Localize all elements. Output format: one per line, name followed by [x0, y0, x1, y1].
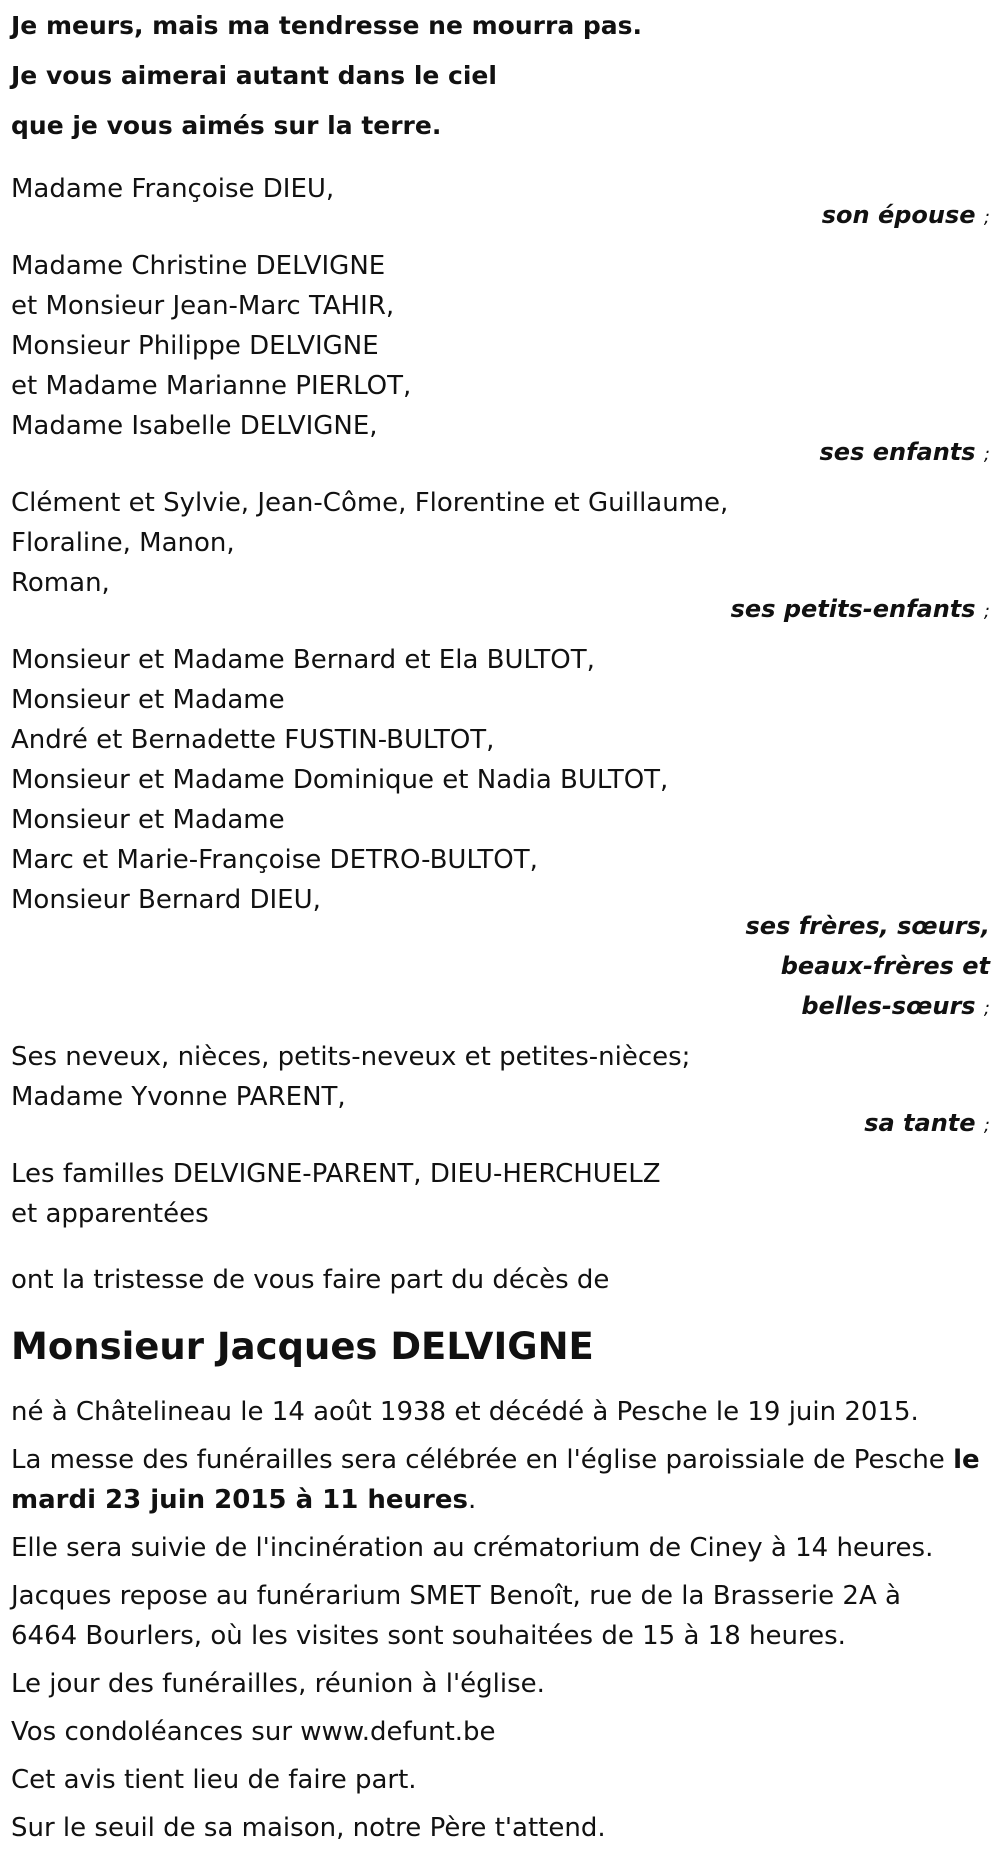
family-name-line: Madame Isabelle DELVIGNE, [11, 411, 378, 441]
relation-text: ses petits-enfants [730, 595, 976, 623]
rest-line: Jacques repose au funérarium SMET Benoît, rue de la Brasserie 2A à [11, 1581, 901, 1611]
children-group [11, 246, 990, 475]
announcement-text: ont la tristesse de vous faire part du décès de [11, 1265, 610, 1295]
relation-text: sa tante [864, 1109, 976, 1137]
families-group [11, 1154, 990, 1234]
family-name-line: Monsieur Bernard DIEU, [11, 885, 321, 915]
closing-line: Sur le seuil de sa maison, notre Père t'attend. [11, 1813, 606, 1843]
relation-text: ses enfants [819, 438, 976, 466]
cremation-line: Elle sera suivie de l'incinération au crématorium de Ciney à 14 heures. [11, 1533, 934, 1563]
rest-line: 6464 Bourlers, où les visites sont souhaitées de 15 à 18 heures. [11, 1621, 846, 1651]
epigraph-line: que je vous aimés sur la terre. [11, 111, 442, 140]
family-name-line: Madame Françoise DIEU, [11, 174, 335, 204]
funeral-details [11, 1392, 990, 1848]
epigraph-line: Je vous aimerai autant dans le ciel [11, 61, 497, 90]
family-name-line: Clément et Sylvie, Jean-Côme, Florentine et Guillaume, [11, 488, 729, 518]
mass-date: mardi 23 juin 2015 à 11 heures [11, 1485, 468, 1515]
relation-separator: ; [983, 207, 990, 228]
relation-separator: ; [983, 1115, 990, 1136]
relation-text: son épouse [821, 201, 976, 229]
meeting-line: Le jour des funérailles, réunion à l'église. [11, 1669, 545, 1699]
family-name-line: André et Bernadette FUSTIN-BULTOT, [11, 725, 495, 755]
family-name-line: Roman, [11, 568, 110, 598]
relation-text: ses frères, sœurs, [745, 912, 990, 940]
grandchildren-group [11, 483, 990, 632]
family-name-line: et apparentées [11, 1199, 209, 1229]
mass-end: . [468, 1485, 477, 1515]
spouse-group [11, 169, 990, 238]
relation-label [11, 906, 990, 1029]
relation-separator: ; [983, 444, 990, 465]
siblings-group [11, 640, 990, 1029]
deceased-name: Monsieur Jacques DELVIGNE [11, 1325, 594, 1368]
birth-death-line: né à Châtelineau le 14 août 1938 et décédé à Pesche le 19 juin 2015. [11, 1397, 919, 1427]
family-name-line: Monsieur et Madame [11, 805, 285, 835]
relation-text: belles-sœurs [801, 992, 976, 1020]
epigraph [11, 0, 990, 151]
family-name-line: Les familles DELVIGNE-PARENT, DIEU-HERCHUELZ [11, 1159, 661, 1189]
relation-separator: ; [983, 998, 990, 1019]
mass-date-start: le [953, 1445, 980, 1475]
family-name-line: Madame Christine DELVIGNE [11, 251, 386, 281]
family-name-line: Monsieur et Madame [11, 685, 285, 715]
family-name-line: Madame Yvonne PARENT, [11, 1082, 346, 1112]
family-name-line: Ses neveux, nièces, petits-neveux et petites-nièces; [11, 1042, 691, 1072]
mass-paragraph [11, 1440, 990, 1520]
condolences-line: Vos condoléances sur www.defunt.be [11, 1717, 496, 1747]
announcement [11, 1260, 990, 1300]
family-name-line: Floraline, Manon, [11, 528, 235, 558]
relation-label [11, 589, 990, 632]
family-name-line: Monsieur Philippe DELVIGNE [11, 331, 379, 361]
notice-line: Cet avis tient lieu de faire part. [11, 1765, 417, 1795]
epigraph-line: Je meurs, mais ma tendresse ne mourra pas. [11, 11, 643, 40]
relation-text: beaux-frères et [780, 952, 990, 980]
family-name-line: et Monsieur Jean-Marc TAHIR, [11, 291, 395, 321]
nephews-aunt-group [11, 1037, 990, 1146]
family-name-line: et Madame Marianne PIERLOT, [11, 371, 412, 401]
relation-separator: ; [983, 601, 990, 622]
family-name-line: Marc et Marie-Françoise DETRO-BULTOT, [11, 845, 538, 875]
family-name-line: Monsieur et Madame Dominique et Nadia BULTOT, [11, 765, 669, 795]
family-name-line: Monsieur et Madame Bernard et Ela BULTOT, [11, 645, 595, 675]
mass-text: La messe des funérailles sera célébrée en l'église paroissiale de Pesche [11, 1445, 945, 1475]
